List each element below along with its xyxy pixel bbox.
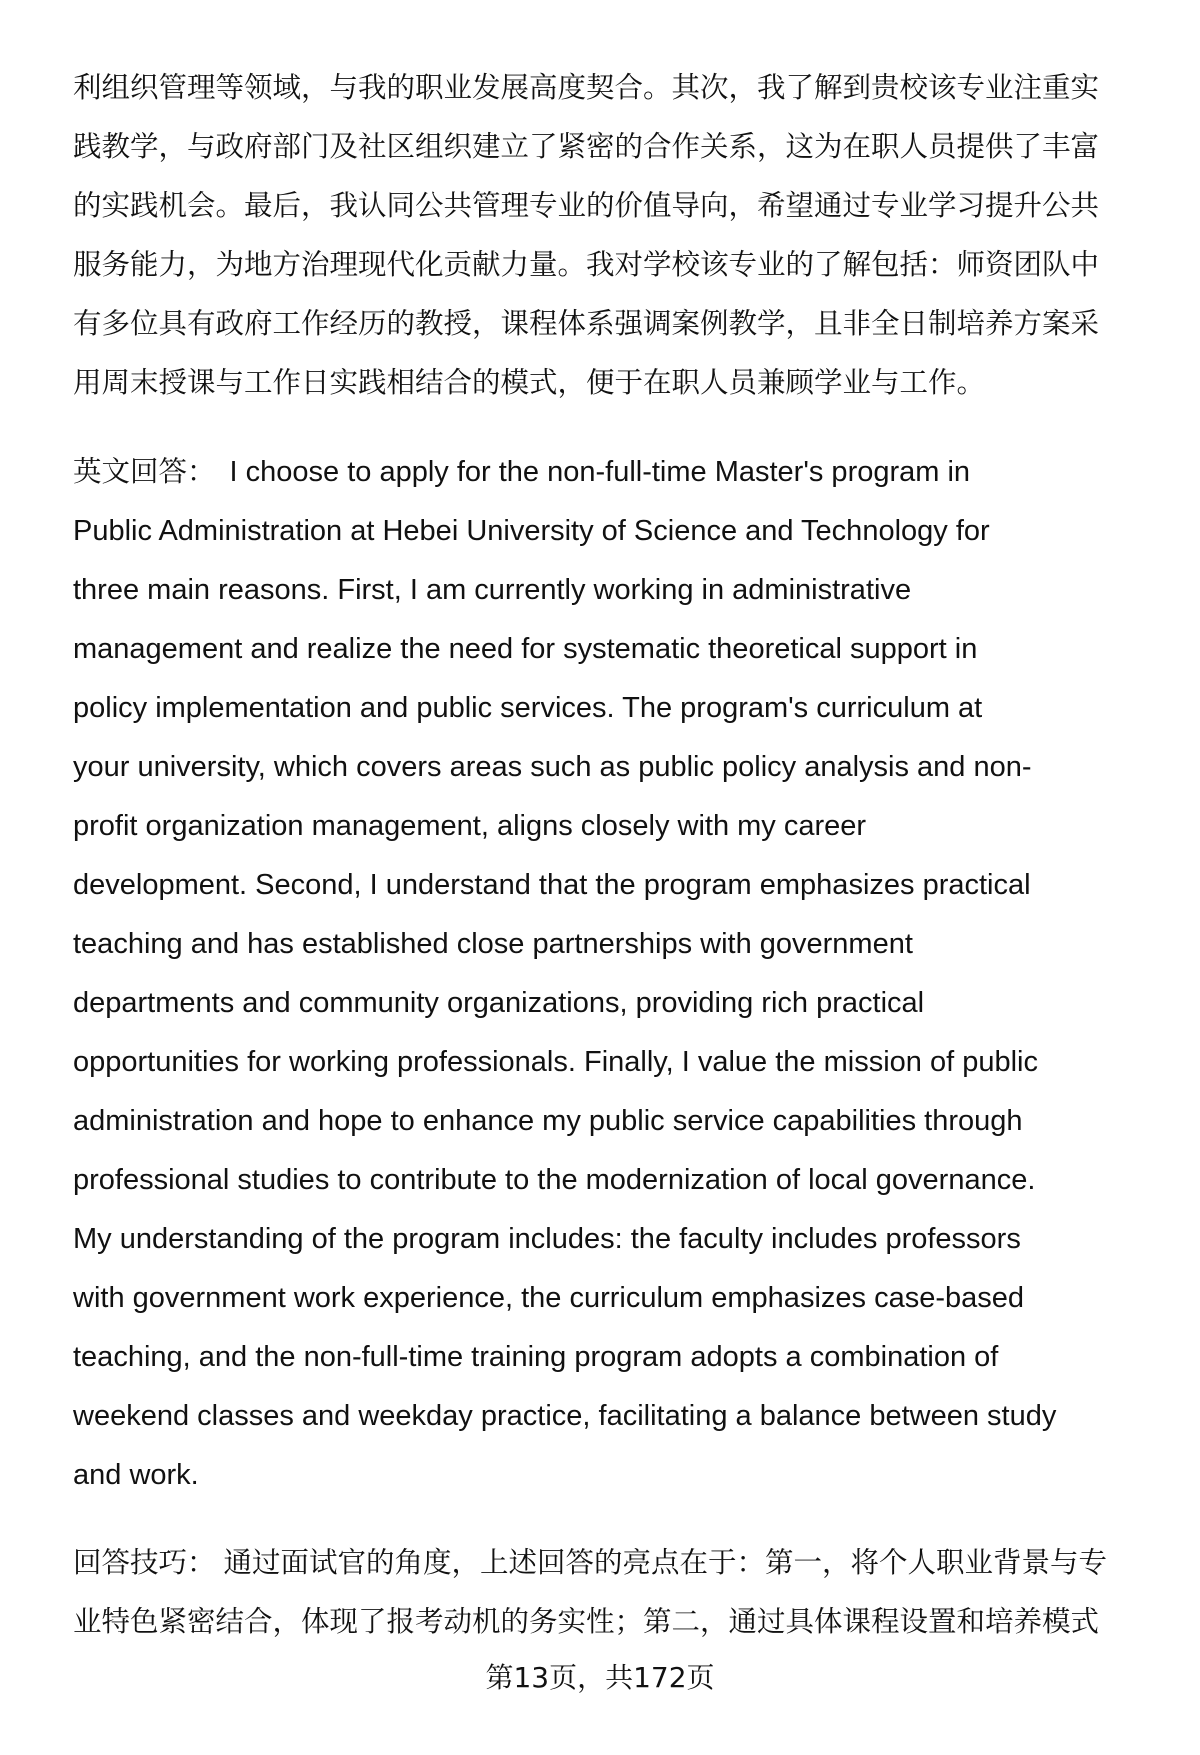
text-line: 服务能力，为地方治理现代化贡献力量。我对学校该专业的了解包括：师资团队中 [73, 248, 1100, 281]
text-line: your university, which covers areas such as public policy analysis and non- [73, 751, 1032, 783]
text-line: My understanding of the program includes: the faculty includes professors [73, 1223, 1021, 1255]
text-line: 的实践机会。最后，我认同公共管理专业的价值导向，希望通过专业学习提升公共 [73, 189, 1100, 222]
page-number: 第13页，共172页 [485, 1661, 715, 1694]
text-line [73, 452, 970, 492]
text-line: 利组织管理等领域，与我的职业发展高度契合。其次，我了解到贵校该专业注重实 [73, 71, 1100, 104]
text-line: three main reasons. First, I am currently working in administrative [73, 574, 912, 606]
text-line: administration and hope to enhance my public service capabilities through [73, 1105, 1023, 1137]
text-line: opportunities for working professionals. Finally, I value the mission of public [73, 1046, 1038, 1078]
text-line: with government work experience, the curriculum emphasizes case-based [73, 1282, 1024, 1314]
text-span: 通过面试官的角度，上述回答的亮点在于：第一，将个人职业背景与专 [223, 1546, 1108, 1579]
text-line: weekend classes and weekday practice, facilitating a balance between study [73, 1400, 1057, 1432]
text-span: I choose to apply for the non-full-time Master's program in [229, 456, 971, 488]
text-line: development. Second, I understand that the program emphasizes practical [73, 869, 1031, 901]
text-line: teaching and has established close partnerships with government [73, 928, 913, 960]
tips-label: 回答技巧： [73, 1546, 216, 1579]
text-line: Public Administration at Hebei University of Science and Technology for [73, 515, 990, 547]
text-line: 用周末授课与工作日实践相结合的模式，便于在职人员兼顾学业与工作。 [73, 366, 986, 399]
text-line: 业特色紧密结合，体现了报考动机的务实性；第二，通过具体课程设置和培养模式 [73, 1605, 1100, 1638]
text-line: policy implementation and public services. The program's curriculum at [73, 692, 983, 724]
text-line: and work. [73, 1459, 199, 1491]
text-line: management and realize the need for systematic theoretical support in [73, 633, 978, 665]
text-line: 有多位具有政府工作经历的教授，课程体系强调案例教学，且非全日制培养方案采 [73, 307, 1100, 340]
text-line: 践教学，与政府部门及社区组织建立了紧密的合作关系，这为在职人员提供了丰富 [73, 130, 1100, 163]
text-line: profit organization management, aligns closely with my career [73, 810, 867, 842]
english-answer-label: 英文回答： [73, 455, 216, 488]
text-line: teaching, and the non-full-time training program adopts a combination of [73, 1341, 999, 1373]
text-line [73, 1543, 1107, 1583]
text-line: departments and community organizations, providing rich practical [73, 987, 925, 1019]
text-line: professional studies to contribute to the modernization of local governance. [73, 1164, 1036, 1196]
